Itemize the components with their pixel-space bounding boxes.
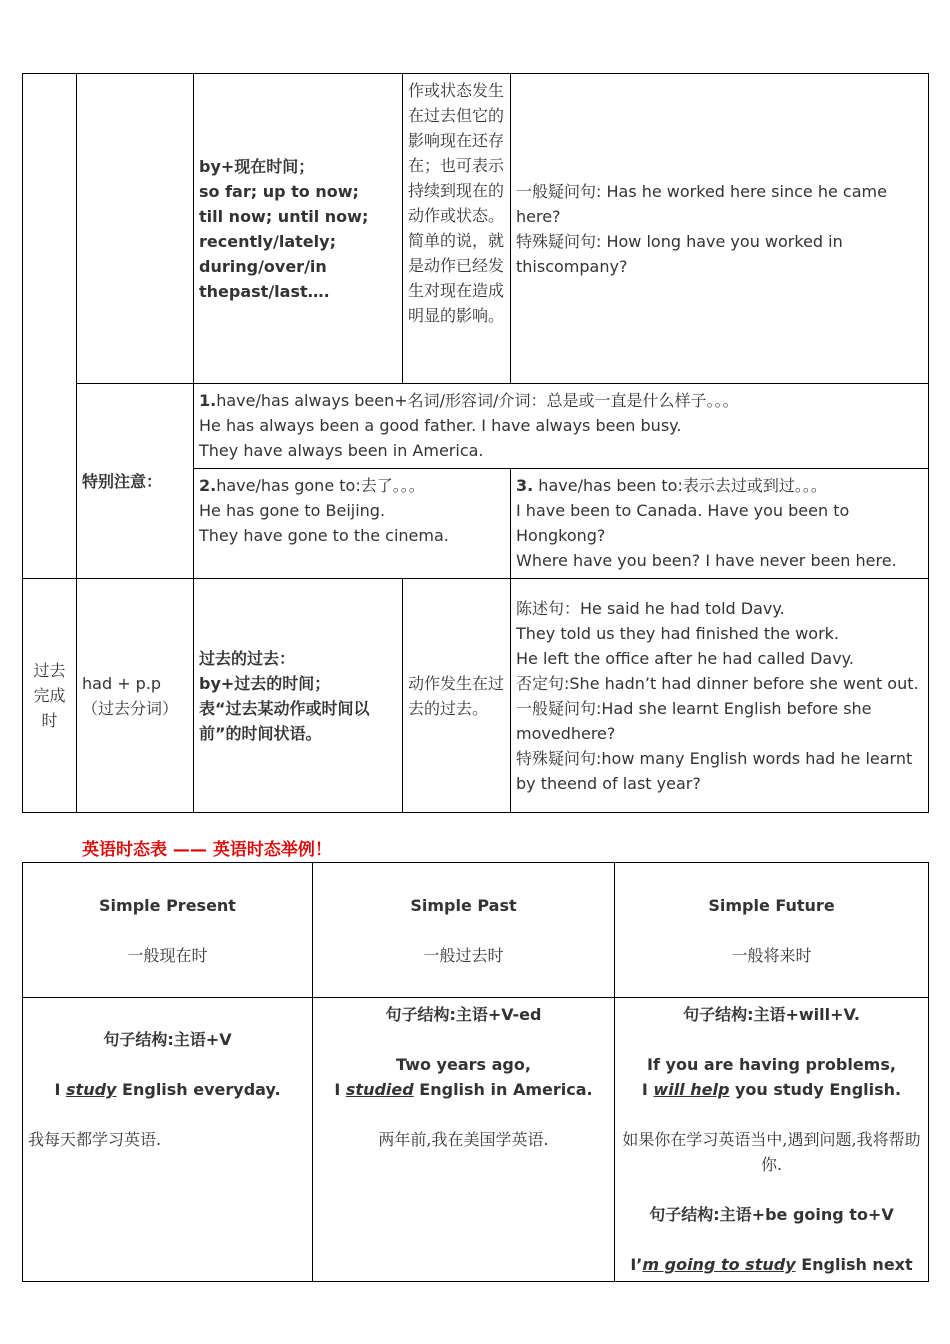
form-cell-empty <box>77 74 194 384</box>
special-note-2: 2.have/has gone to:去了。。。 He has gone to Beijing. They have gone to the cinema. <box>194 469 511 579</box>
section-title: 英语时态表 —— 英语时态举例！ <box>82 840 332 860</box>
past-perfect-time-markers: 过去的过去： by+过去的时间； 表“过去某动作或时间以前”的时间状语。 <box>194 579 403 813</box>
past-perfect-tense-name: 过去完成时 <box>23 579 77 813</box>
simple-past-example: 句子结构:主语+V-ed Two years ago, I studied English in America. 两年前,我在美国学英语. <box>313 998 615 1282</box>
tense-table-top <box>22 73 929 813</box>
present-perfect-examples: 一般疑问句: Has he worked here since he came here? 特殊疑问句: How long have you worked in thiscompany? <box>511 74 929 384</box>
special-note-label: 特别注意： <box>77 384 194 579</box>
special-note-3: 3. have/has been to:表示去过或到过。。。 I have been to Canada. Have you been to Hongkong? Where have you been? I have never been here. <box>511 469 929 579</box>
simple-present-example: 句子结构:主语+V I study English everyday. 我每天都学习英语. <box>23 998 313 1282</box>
present-perfect-time-markers: by+现在时间； so far; up to now; till now; until now; recently/lately; during/over/in thepast/last…. <box>194 74 403 384</box>
tense-examples-table <box>22 862 929 1282</box>
past-perfect-form: had + p.p （过去分词） <box>77 579 194 813</box>
past-perfect-examples: 陈述句：He said he had told Davy. They told us they had finished the work. He left the office after he had called Davy. 否定句:She hadn’t had dinner before she went out. 一般疑问句:Had she learnt English before she movedhere? 特殊疑问句:how many English words had he learnt by theend of last year? <box>511 579 929 813</box>
header-simple-present: Simple Present 一般现在时 <box>23 863 313 998</box>
header-simple-past: Simple Past 一般过去时 <box>313 863 615 998</box>
present-perfect-usage: 作或状态发生在过去但它的影响现在还存在；也可表示持续到现在的动作或状态。简单的说，就是动作已经发生对现在造成明显的影响。 <box>403 74 511 384</box>
past-perfect-usage: 动作发生在过去的过去。 <box>403 579 511 813</box>
tense-name-cell-empty <box>23 74 77 579</box>
header-simple-future: Simple Future 一般将来时 <box>615 863 929 998</box>
special-note-1: 1.have/has always been+名词/形容词/介词：总是或一直是什么样子。。。 He has always been a good father. I have always been busy. They have always been in America. <box>194 384 929 469</box>
simple-future-example: 句子结构:主语+will+V. If you are having problems, I will help you study English. 如果你在学习英语当中,遇到问题,我将帮助你. 句子结构:主语+be going to+V I’m going to study English next <box>615 998 929 1282</box>
